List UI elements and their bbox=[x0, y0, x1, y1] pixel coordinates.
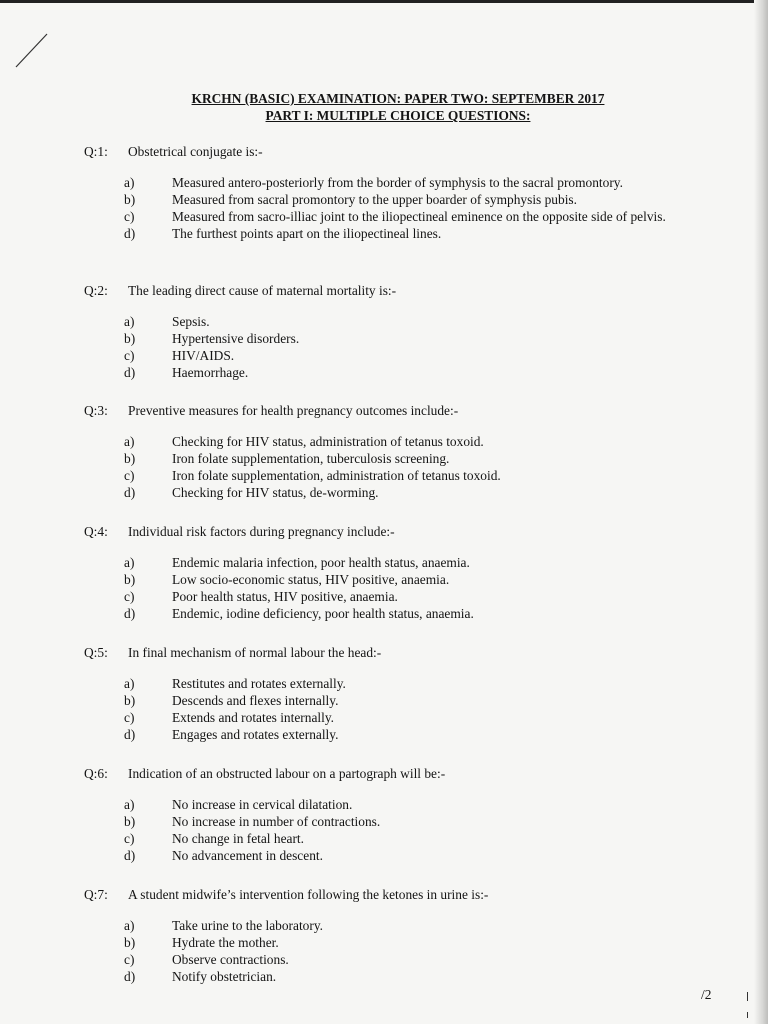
option-letter: c) bbox=[124, 831, 135, 846]
option-b bbox=[124, 934, 704, 951]
option-letter: d) bbox=[124, 226, 136, 241]
question-number: Q:6: bbox=[84, 766, 108, 781]
question-stem: Individual risk factors during pregnancy include:- bbox=[128, 524, 395, 539]
option-text: No change in fetal heart. bbox=[172, 831, 304, 846]
option-letter: a) bbox=[124, 175, 135, 190]
margin-tick bbox=[747, 1012, 748, 1018]
option-text: Extends and rotates internally. bbox=[172, 710, 335, 725]
option-text: Measured from sacral promontory to the upper boarder of symphysis pubis. bbox=[172, 192, 577, 207]
question-6 bbox=[84, 765, 704, 864]
option-letter: b) bbox=[124, 814, 136, 829]
option-letter: c) bbox=[124, 348, 135, 363]
option-text: Checking for HIV status, de-worming. bbox=[172, 485, 379, 500]
question-number: Q:1: bbox=[84, 144, 108, 159]
options-list bbox=[124, 917, 704, 985]
option-text: The furthest points apart on the iliopectineal lines. bbox=[172, 226, 442, 241]
option-letter: b) bbox=[124, 572, 136, 587]
option-letter: d) bbox=[124, 365, 136, 380]
option-c bbox=[124, 709, 704, 726]
option-text: No increase in cervical dilatation. bbox=[172, 797, 353, 812]
options-list bbox=[124, 174, 704, 242]
option-a bbox=[124, 554, 704, 571]
option-text: Haemorrhage. bbox=[172, 365, 249, 380]
options-list bbox=[124, 796, 704, 864]
option-b bbox=[124, 813, 704, 830]
option-a bbox=[124, 174, 704, 191]
question-stem: Obstetrical conjugate is:- bbox=[128, 144, 263, 159]
question-number: Q:5: bbox=[84, 645, 108, 660]
option-text: Iron folate supplementation, tuberculosis screening. bbox=[172, 451, 450, 466]
option-letter: b) bbox=[124, 451, 136, 466]
option-text: Observe contractions. bbox=[172, 952, 289, 967]
question-stem: Preventive measures for health pregnancy outcomes include:- bbox=[128, 403, 459, 418]
option-letter: a) bbox=[124, 555, 135, 570]
option-d bbox=[124, 484, 704, 501]
option-a bbox=[124, 675, 704, 692]
option-letter: d) bbox=[124, 606, 136, 621]
option-letter: c) bbox=[124, 952, 135, 967]
option-text: No advancement in descent. bbox=[172, 848, 323, 863]
option-text: Low socio-economic status, HIV positive, anaemia. bbox=[172, 572, 450, 587]
scan-top-border bbox=[0, 0, 768, 3]
option-text: No increase in number of contractions. bbox=[172, 814, 381, 829]
question-number: Q:4: bbox=[84, 524, 108, 539]
option-c bbox=[124, 467, 704, 484]
option-b bbox=[124, 692, 704, 709]
option-d bbox=[124, 364, 704, 381]
option-letter: c) bbox=[124, 468, 135, 483]
option-c bbox=[124, 588, 704, 605]
question-number: Q:7: bbox=[84, 887, 108, 902]
option-a bbox=[124, 313, 704, 330]
option-text: Endemic, iodine deficiency, poor health status, anaemia. bbox=[172, 606, 474, 621]
option-text: Measured antero-posteriorly from the border of symphysis to the sacral promontory. bbox=[172, 175, 623, 190]
option-a bbox=[124, 917, 704, 934]
option-d bbox=[124, 847, 704, 864]
option-text: Checking for HIV status, administration of tetanus toxoid. bbox=[172, 434, 484, 449]
option-letter: d) bbox=[124, 727, 136, 742]
option-text: Endemic malaria infection, poor health status, anaemia. bbox=[172, 555, 470, 570]
option-letter: b) bbox=[124, 693, 136, 708]
question-stem: A student midwife’s intervention following the ketones in urine is:- bbox=[128, 887, 489, 902]
option-text: Notify obstetrician. bbox=[172, 969, 277, 984]
option-text: Sepsis. bbox=[172, 314, 210, 329]
question-4 bbox=[84, 523, 704, 622]
scan-right-edge bbox=[754, 0, 768, 1024]
option-letter: b) bbox=[124, 935, 136, 950]
question-7 bbox=[84, 886, 704, 985]
option-letter: a) bbox=[124, 797, 135, 812]
option-letter: b) bbox=[124, 331, 136, 346]
question-number: Q:3: bbox=[84, 403, 108, 418]
option-c bbox=[124, 347, 704, 364]
option-b bbox=[124, 330, 704, 347]
question-stem: The leading direct cause of maternal mortality is:- bbox=[128, 283, 397, 298]
option-b bbox=[124, 191, 704, 208]
option-a bbox=[124, 433, 704, 450]
option-letter: a) bbox=[124, 918, 135, 933]
option-text: Hydrate the mother. bbox=[172, 935, 279, 950]
option-text: Measured from sacro-illiac joint to the iliopectineal eminence on the opposite side of pelvis. bbox=[172, 209, 666, 224]
exam-header bbox=[0, 90, 768, 124]
option-text: Poor health status, HIV positive, anaemia. bbox=[172, 589, 398, 604]
option-text: HIV/AIDS. bbox=[172, 348, 235, 363]
option-a bbox=[124, 796, 704, 813]
option-text: Descends and flexes internally. bbox=[172, 693, 339, 708]
option-letter: c) bbox=[124, 209, 135, 224]
option-letter: d) bbox=[124, 848, 136, 863]
option-letter: a) bbox=[124, 314, 135, 329]
question-number: Q:2: bbox=[84, 283, 108, 298]
question-2 bbox=[84, 282, 704, 381]
option-b bbox=[124, 571, 704, 588]
question-stem: In final mechanism of normal labour the head:- bbox=[128, 645, 382, 660]
option-letter: b) bbox=[124, 192, 136, 207]
option-c bbox=[124, 830, 704, 847]
section-title: PART I: MULTIPLE CHOICE QUESTIONS: bbox=[265, 108, 531, 123]
options-list bbox=[124, 433, 704, 501]
question-5 bbox=[84, 644, 704, 743]
option-c bbox=[124, 951, 704, 968]
option-letter: a) bbox=[124, 434, 135, 449]
option-text: Engages and rotates externally. bbox=[172, 727, 339, 742]
options-list bbox=[124, 675, 704, 743]
option-d bbox=[124, 605, 704, 622]
options-list bbox=[124, 554, 704, 622]
option-b bbox=[124, 450, 704, 467]
option-d bbox=[124, 726, 704, 743]
exam-title: KRCHN (BASIC) EXAMINATION: PAPER TWO: SEPTEMBER 2017 bbox=[191, 91, 605, 106]
margin-tick bbox=[747, 992, 748, 1001]
option-letter: d) bbox=[124, 969, 136, 984]
options-list bbox=[124, 313, 704, 381]
option-letter: c) bbox=[124, 710, 135, 725]
question-1 bbox=[84, 143, 704, 242]
option-d bbox=[124, 225, 704, 242]
option-letter: c) bbox=[124, 589, 135, 604]
question-3 bbox=[84, 402, 704, 501]
option-d bbox=[124, 968, 704, 985]
option-text: Iron folate supplementation, administration of tetanus toxoid. bbox=[172, 468, 501, 483]
option-letter: a) bbox=[124, 676, 135, 691]
option-text: Take urine to the laboratory. bbox=[172, 918, 324, 933]
option-c bbox=[124, 208, 704, 225]
option-text: Restitutes and rotates externally. bbox=[172, 676, 346, 691]
question-stem: Indication of an obstructed labour on a partograph will be:- bbox=[128, 766, 446, 781]
pen-stroke-mark bbox=[12, 30, 52, 72]
page-number: /2 bbox=[701, 987, 712, 1002]
option-letter: d) bbox=[124, 485, 136, 500]
option-text: Hypertensive disorders. bbox=[172, 331, 300, 346]
